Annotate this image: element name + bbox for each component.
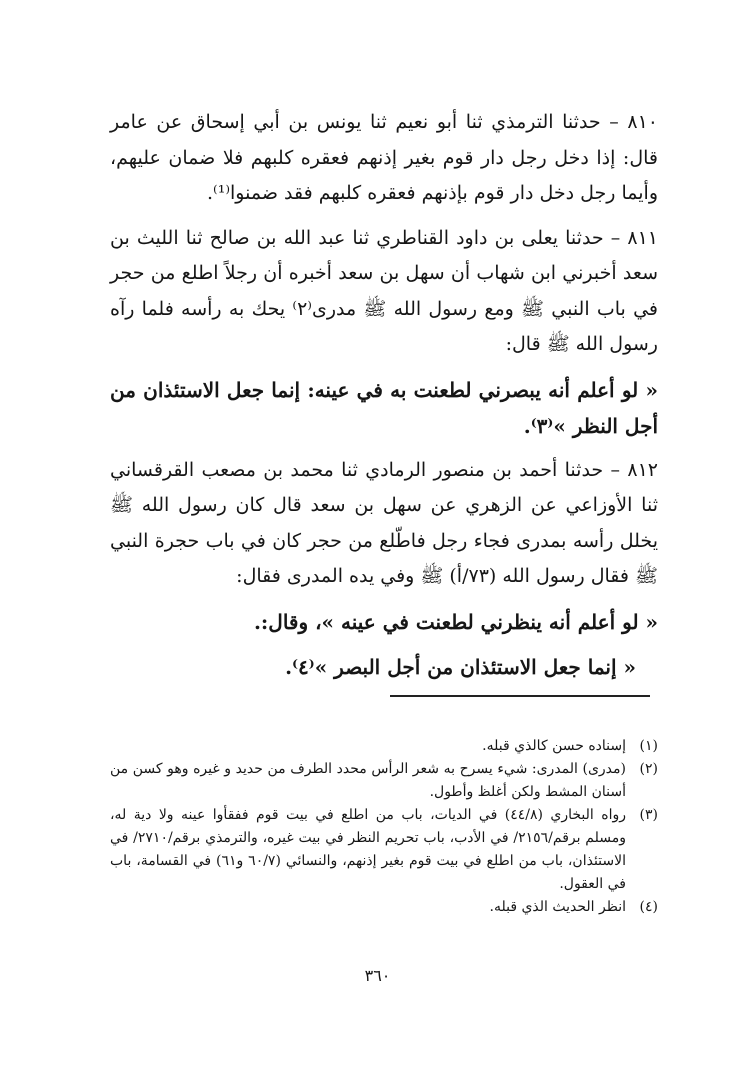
hadith-text: ٨١٢ – حدثنا أحمد بن منصور الرمادي ثنا محمد بن مصعب القرقساني ثنا الأوزاعي عن الزهري عن سهل بن سعد قال كان رسول الله ﷺ يخلل رأسه بمدرى فجاء رجل فاطّلع من حجر كان في باب حجرة النبي ﷺ فقال رسول الله (٧٣/أ) ﷺ وفي يده المدرى فقال: [110, 458, 658, 587]
footnote-number: (٣) [639, 807, 658, 823]
footnote-text: رواه البخاري (٤٤/٨) في الديات، باب من اطلع في بيت قوم ففقأوا عينه ولا دية له، ومسلم برقم/٢١٥٦/ في الأدب، باب تحريم النظر في بيت غيره، والترمذي برقم/٢٧١٠/ في الاستئذان، باب من اطلع في بيت قوم بغير إذنهم، والنسائي (٦٠/٧ و٦١) في القسامة، باب في العقول. [110, 807, 627, 892]
main-text [110, 105, 658, 685]
hadith-810 [110, 105, 658, 212]
footnote [110, 804, 658, 896]
footnote [110, 758, 658, 804]
footnote [110, 896, 658, 919]
footnote-number: (١) [639, 738, 658, 754]
footnotes [110, 735, 658, 919]
footnote-divider [390, 695, 650, 697]
footnote-text: إسناده حسن كالذي قبله. [482, 738, 626, 754]
page-number: ٣٦٠ [364, 966, 391, 985]
footnote-text: انظر الحديث الذي قبله. [489, 899, 626, 915]
hadith-811 [110, 221, 658, 363]
hadith-text: ٨١٠ – حدثنا الترمذي ثنا أبو نعيم ثنا يونس بن أبي إسحاق عن عامر قال: إذا دخل رجل دار قوم بغير إذنهم فعقره كلبهم فلا ضمان عليهم، وأيما رجل دخل دار قوم بإذنهم فعقره كلبهم فقد ضمنوا⁽¹⁾. [110, 111, 658, 204]
hadith-812 [110, 453, 658, 595]
hadith-quote: « لو أعلم أنه يبصرني لطعنت به في عينه: إنما جعل الاستئذان من أجل النظر »⁽٣⁾. [110, 377, 658, 438]
hadith-text: ٨١١ – حدثنا يعلى بن داود القناطري ثنا عبد الله بن صالح ثنا الليث بن سعد أخبرني ابن شهاب أن سهل بن سعد أخبره أن رجلاً اطلع من حجر في باب النبي ﷺ ومع رسول الله ﷺ مدرى⁽٢⁾ يحك به رأسه فلما رآه رسول الله ﷺ قال: [110, 226, 658, 355]
footnote-text: (مدرى) المدرى: شيء يسرح به شعر الرأس محدد الطرف من حديد و غيره وهو كسن من أسنان المشط ولكن أغلظ وأطول. [110, 761, 626, 800]
footnote [110, 735, 658, 758]
footnote-number: (٢) [639, 761, 658, 777]
hadith-closing-quote: « إنما جعل الاستئذان من أجل البصر »⁽٤⁾. [285, 654, 636, 679]
hadith-quote: « لو أعلم أنه ينظرني لطعنت في عينه »، وقال:. [253, 609, 658, 634]
footnote-number: (٤) [639, 899, 658, 915]
